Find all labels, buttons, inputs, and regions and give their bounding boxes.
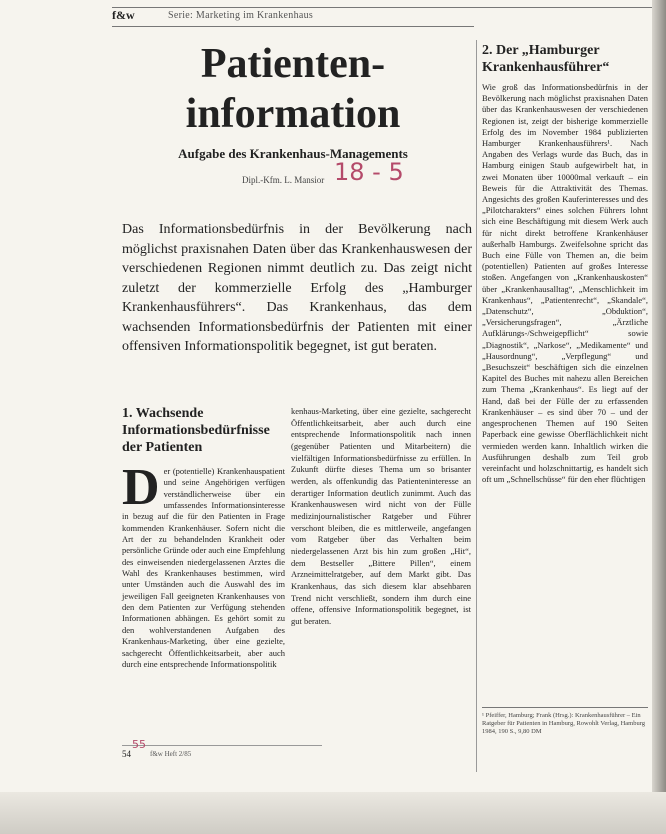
article-title-line1: Patienten- xyxy=(200,41,386,87)
footnote: ¹ Pfeiffer, Hamburg; Frank (Hrsg.): Krankenhausführer – Ein Ratgeber für Patienten in Hamburg, Rowohlt Verlag, Hamburg 1984, 190 S., 9,80 DM xyxy=(482,712,646,735)
section1-heading: 1. Wachsende Informationsbedürfnisse der Patienten xyxy=(122,406,270,455)
footnote-rule xyxy=(482,707,648,708)
header-bottom-rule xyxy=(112,26,474,27)
body-column-1 xyxy=(122,459,285,670)
handwritten-annotation: 18 - 5 xyxy=(334,158,404,186)
lead-paragraph: Das Informationsbedürfnis in der Bevölkerung nach möglichst praxisnahen Daten über das Krankenhauswesen der verschiedenen Regionen nimmt deutlich zu. Das zeigt nicht zuletzt der kommerzielle Erfolg des „Hamburger Krankenhausführers“. Das Krankenhaus, das dem wachsenden Informationsbedürfnis der Patienten mit einer offensiven Informationspolitik begegnet, ist gut beraten. xyxy=(122,222,472,354)
scan-shadow-right xyxy=(652,0,666,834)
series-label: Serie: Marketing im Krankenhaus xyxy=(168,10,314,21)
scan-shadow-bottom xyxy=(0,792,666,834)
body-column-2: kenhaus-Marketing, über eine gezielte, sachgerecht Öffentlichkeitsarbeit, aber auch durch eine entsprechende Informationspolitik nach innen (gegenüber Patienten und Mitarbeitern) die vielfältigen Informationsbedürfnisse zu erfüllen. In Zukunft dürfte dieses Thema um so brisanter werden, als offenkundig das Patienteninteresse an derartiger Information deutlich zunimmt. Auch das Krankenhauswesen wird nicht von der Fülle medizinjournalistischer Ratgeber und Führer verschont bleiben, die es mittlerweile, angefangen vom Ratgeber über das Verhalten beim niedergelassenen Arzt bis hin zum großen „Hit“, dem Bestseller „Bittere Pillen“, einem Arzneimittelratgeber, auf dem Markt gibt. Das Krankenhaus, das sich diesem klar absehbaren Trend nicht verschließt, sondern ihm durch eine offene, offensive Informationspolitik begegnet, ist gut beraten. xyxy=(291,406,471,626)
body-column-3: Wie groß das Informationsbedürfnis in der Bevölkerung nach möglichst praxisnahen Daten über das Krankenhauswesen der verschiedenen Regionen ist, zeigt der bisherige kommerzielle Erfolg des im November 1984 publizierten Hamburger Krankenhausführers¹. Nach Angaben des Verlags wurde das Buch, das in Hamburg einigen Staub aufgewirbelt hat, in zwei Monaten über 10000mal verkauft – ein Beweis für die Attraktivität des Themas. Angesichts des großen Kauferinteresses und des „Pilotcharakters“ eines solchen Führers lohnt sich eine Beschäftigung mit diesem Werk auch für nicht direkt betroffene Krankenhäuser außerhalb Hamburgs. Zweifelsohne spricht das Buch eine Fülle von Themen an, die beim (potentiellen) Patienten auf großes Interesse stoßen. Angefangen von „Krankenhauskosten“ über „Krankenhausalltag“, „Menschlichkeit im Krankenhaus“, „Patientenrecht“, „Skandale“, „Datenschutz“, „Obduktion“, „Versicherungsfragen“, „Ärztliche Aufklärungs-/Schweigepflicht“ sowie „Diagnostik“, „Narkose“, „Medikamente“ und „Hausordnung“, „Verpflegung“ und „Besuchszeit“ beschäftigen sich die einzelnen Kapitel des Buches mit nahezu allen Bereichen zum Thema „Krankenhaus“. Es liegt auf der Hand, daß bei der Fülle der zu erfassenden Krankenhäuser – es sind über 70 – und der angesprochenen Themen auf 190 Seiten Paperback eine gewisse Oberflächlichkeit nicht vermieden werden kann. Inhaltlich wirken die Ausführungen deshalb zum Teil grob vereinfacht und holzschnittartig, es handelt sich oft um „Schnellschüsse“ für den eher flüchtigen xyxy=(482,82,648,485)
magazine-issue: f&w Heft 2/85 xyxy=(150,750,192,758)
section2-heading: 2. Der „Hamburger Krankenhausführer“ xyxy=(482,43,610,75)
article-subtitle: Aufgabe des Krankenhaus-Managements xyxy=(178,146,408,161)
article-title-line2: information xyxy=(185,91,401,137)
footer-rule xyxy=(122,745,322,746)
article-author: Dipl.-Kfm. L. Mansior xyxy=(242,175,325,185)
magazine-logo: f&w xyxy=(112,8,135,22)
body-column-1-text: er (potentielle) Krankenhauspatient und seine Angehörigen verfügen verständlicherweise über ein umfassendes Informationsinteresse in bezug auf die für den Patienten in Frage kommenden Krankenhäuser. Sofern nicht die Art der zu behandelnden Krankheit oder persönliche Gründe oder auch eine Empfehlung des einweisenden niedergelassenen Arztes die Wahl des Krankenhauses bestimmen, wird unter Umständen auch die Auswahl des im jeweiligen Fall geeigneten Krankenhauses von den dem Patienten zur Verfügung stehenden Informationen abhängen. Es gehört somit zu den wohlverstandenen Aufgaben des Krankenhaus-Marketing, über eine gezielte, sachgerecht Öffentlichkeitsarbeit, aber auch durch eine entsprechende Informationspolitik xyxy=(122,466,285,669)
header-top-rule xyxy=(112,7,652,8)
handwritten-page-number: 55 xyxy=(132,738,146,751)
column-divider xyxy=(476,40,477,772)
page-number: 54 xyxy=(122,749,131,759)
drop-cap: D xyxy=(122,459,160,516)
